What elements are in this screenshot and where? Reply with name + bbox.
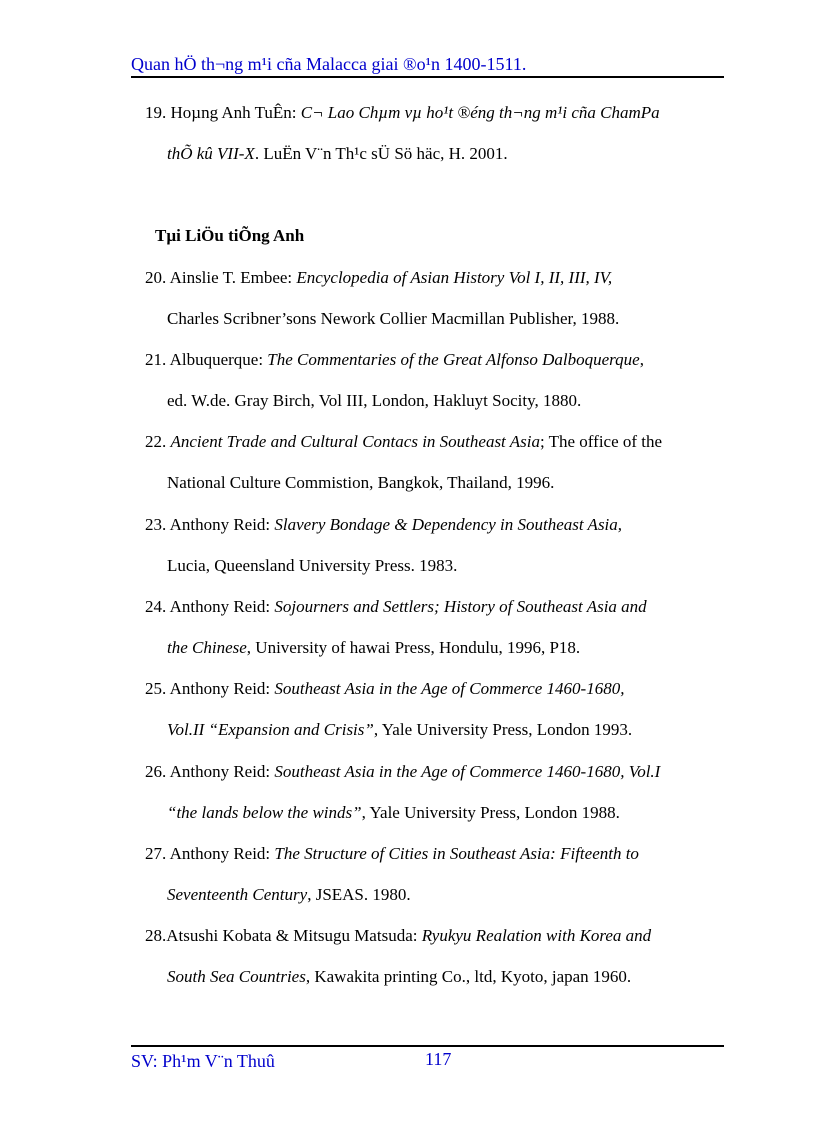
ref-title: Ancient Trade and Cultural Contacs in Southeast Asia [170,432,540,451]
ref-title-cont: South Sea Countries [167,967,306,986]
ref-publisher-cont: National Culture Commistion, Bangkok, Thailand, 1996. [167,473,555,492]
ref-title: Southeast Asia in the Age of Commerce 1460-1680, Vol.I [274,762,661,781]
ref-title: C¬ Lao Chµm vµ ho¹t ®éng th¬ng m¹i cña ChamPa [300,103,660,122]
section-title: Tµi LiÖu tiÕng Anh [155,226,305,245]
ref-publisher: , Yale University Press, London 1988. [361,803,620,822]
ref-title: Sojourners and Settlers; History of Southeast Asia and [274,597,647,616]
ref-num: 22. [145,432,167,451]
ref-author: Anthony Reid: [169,762,275,781]
ref-publisher: , University of hawai Press, Hondulu, 1996, P18. [246,638,581,657]
ref-author: Albuquerque: [169,350,268,369]
ref-num: 20. [145,268,167,287]
ref-title-cont: Seventeenth Century [167,885,308,904]
ref-title-cont: thÕ kû VII-X [167,144,255,163]
ref-author: Anthony Reid: [169,597,275,616]
reference-21 [145,339,723,421]
ref-num: 28. [145,926,167,945]
ref-title: Slavery Bondage & Dependency in Southeast Asia, [274,515,623,534]
ref-author: Ainslie T. Embee: [169,268,297,287]
ref-num: 25. [145,679,167,698]
ref-author: Atsushi Kobata & Mitsugu Matsuda: [166,926,422,945]
ref-author: Hoµng Anh TuÊn: [170,103,301,122]
ref-title-cont: Vol.II “Expansion and Crisis” [167,720,374,739]
ref-num: 26. [145,762,167,781]
footer-author: SV: Ph¹m V¨n Thuû [131,1051,275,1071]
reference-26 [145,751,723,833]
ref-title: Ryukyu Realation with Korea and [421,926,652,945]
reference-23 [145,504,723,586]
ref-author: Anthony Reid: [169,844,275,863]
reference-25 [145,668,723,750]
reference-20 [145,257,723,339]
ref-title-cont: “the lands below the winds” [167,803,362,822]
reference-27 [145,833,723,915]
running-header: Quan hÖ th¬ng m¹i cña Malacca giai ®o¹n 1400-1511. [131,54,527,74]
ref-punct: , [639,350,644,369]
ref-author: Anthony Reid: [169,515,275,534]
ref-num: 19. [145,103,167,122]
reference-19 [145,92,723,174]
ref-title: The Structure of Cities in Southeast Asia: Fifteenth to [274,844,639,863]
ref-publisher: ed. W.de. Gray Birch, Vol III, London, Hakluyt Socity, 1880. [167,391,582,410]
reference-24 [145,586,723,668]
footer-rule [131,1045,724,1047]
ref-num: 27. [145,844,167,863]
ref-title-cont: the Chinese [167,638,247,657]
ref-publisher: Charles Scribner’sons Nework Collier Macmillan Publisher, 1988. [167,309,620,328]
ref-publisher: ; The office of the [539,432,663,451]
page-number: 117 [425,1049,452,1069]
ref-publisher: . LuËn V¨n Th¹c sÜ Sö häc, H. 2001. [254,144,508,163]
ref-num: 23. [145,515,167,534]
ref-publisher: Lucia, Queensland University Press. 1983. [167,556,458,575]
ref-publisher: , Yale University Press, London 1993. [373,720,633,739]
ref-title: Encyclopedia of Asian History Vol I, II, III, IV, [296,268,613,287]
ref-author: Anthony Reid: [169,679,275,698]
ref-publisher: , Kawakita printing Co., ltd, Kyoto, japan 1960. [305,967,632,986]
ref-num: 21. [145,350,167,369]
ref-num: 24. [145,597,167,616]
header-rule [131,76,724,78]
reference-28 [145,915,723,997]
ref-title: The Commentaries of the Great Alfonso Dalboquerque [267,350,640,369]
ref-publisher: , JSEAS. 1980. [307,885,411,904]
ref-title: Southeast Asia in the Age of Commerce 1460-1680, [274,679,625,698]
reference-22 [145,421,723,503]
